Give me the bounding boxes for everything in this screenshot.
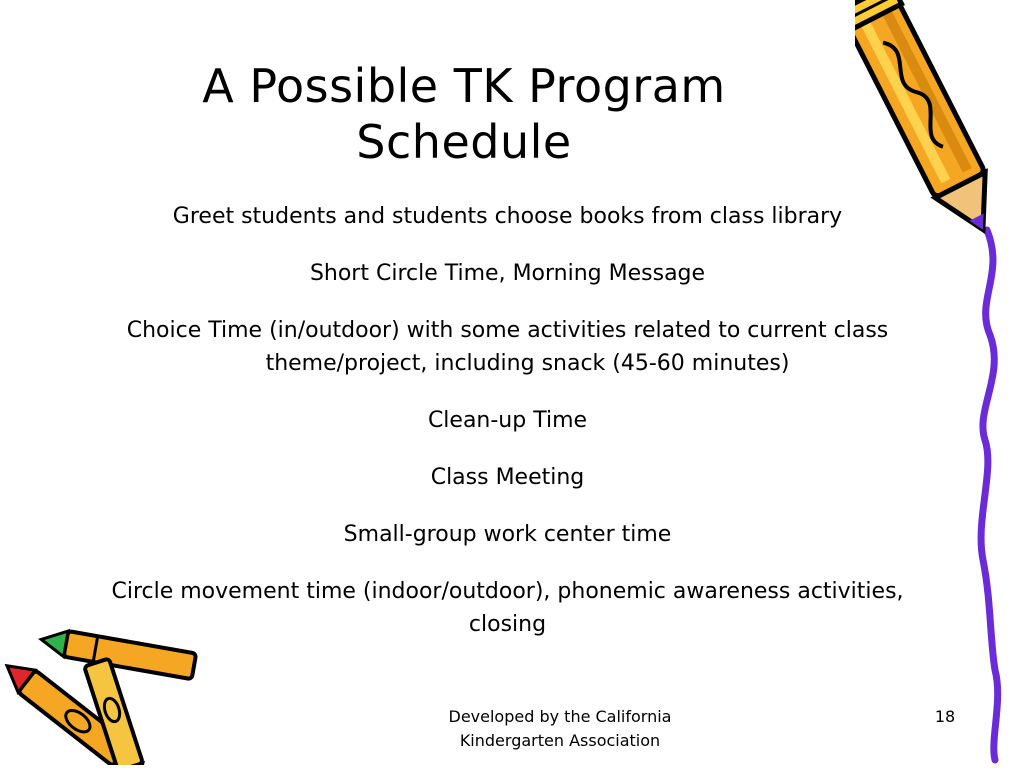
slide-title: A Possible TK Program Schedule <box>202 59 726 169</box>
schedule-item: Short Circle Time, Morning Message <box>309 261 706 286</box>
footer-credit: Developed by the California Kindergarten Association <box>448 707 672 750</box>
schedule-list <box>95 200 920 665</box>
schedule-item: Circle movement time (indoor/outdoor), phonemic awareness activities, closing <box>111 579 904 637</box>
page-number: 18 <box>934 707 956 726</box>
schedule-item: Small-group work center time <box>343 522 672 547</box>
schedule-item: Greet students and students choose books from class library <box>172 204 843 229</box>
schedule-item: Clean-up Time <box>427 408 588 433</box>
crayons-icon <box>0 615 215 765</box>
schedule-item: Class Meeting <box>430 465 585 490</box>
schedule-item: Choice Time (in/outdoor) with some activities related to current class theme/project, including snack (45-60 minutes) <box>126 318 889 376</box>
